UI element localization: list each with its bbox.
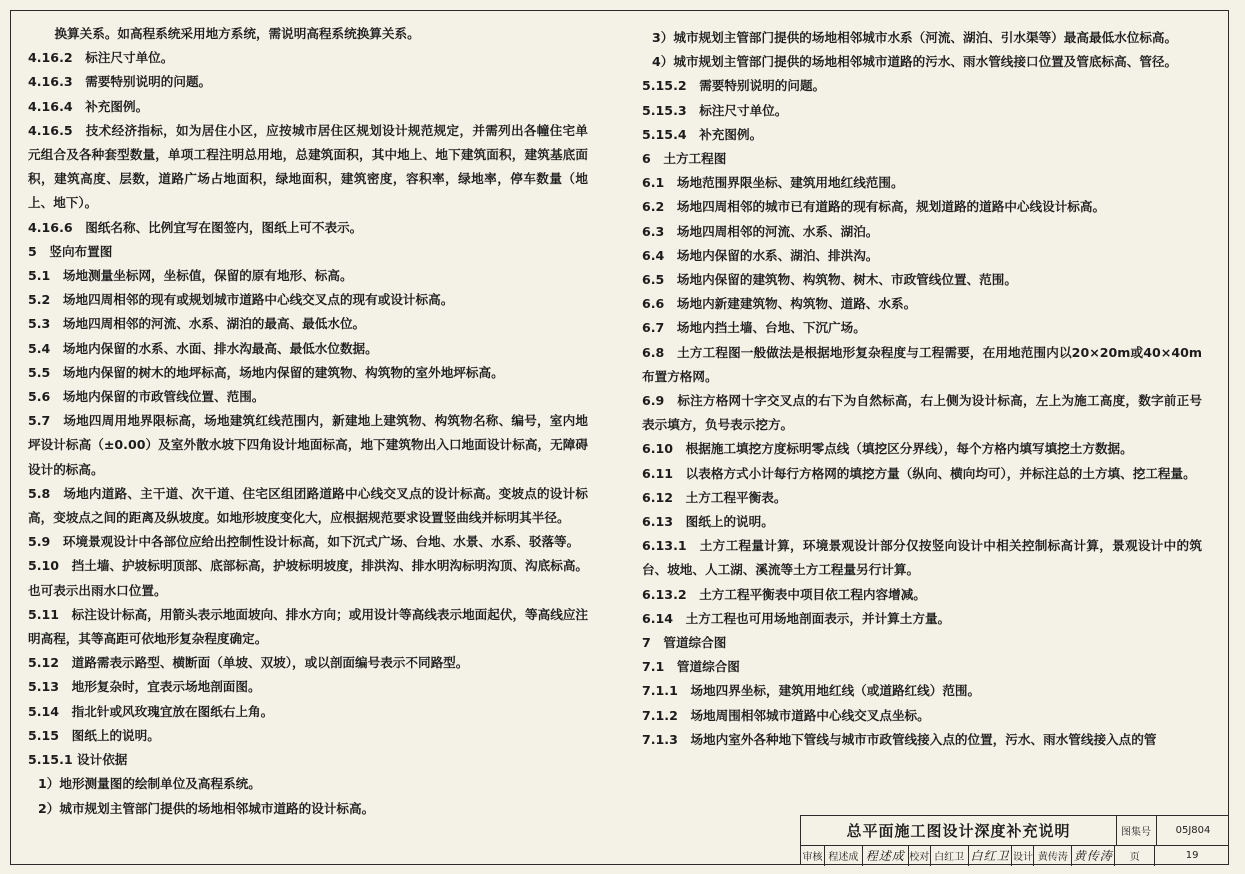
reviewer-name: 程述成 bbox=[825, 845, 863, 866]
paragraph: 6.13.2 土方工程平衡表中项目依工程内容增减。 bbox=[642, 586, 926, 602]
atlas-number: 05J804 bbox=[1175, 825, 1211, 836]
design-label: 设计 bbox=[1012, 845, 1034, 866]
left-text-column bbox=[28, 22, 588, 821]
designer-name: 黄传涛 bbox=[1034, 845, 1072, 866]
checker-name: 白红卫 bbox=[931, 845, 969, 866]
paragraph: 5.15.1 设计依据 bbox=[28, 752, 128, 768]
paragraph: 5.13 地形复杂时，宜表示场地剖面图。 bbox=[28, 679, 261, 695]
paragraph: 5.9 环境景观设计中各部位应给出控制性设计标高，如下沉式广场、台地、水景、水系、驳落等。 bbox=[28, 534, 580, 550]
paragraph: 5.15.4 补充图例。 bbox=[642, 126, 763, 142]
paragraph: 5.11 标注设计标高，用箭头表示地面坡向、排水方向；或用设计等高线表示地面起伏，等高线应注明高程，其等高距可依地形复杂程度确定。 bbox=[28, 606, 589, 647]
paragraph: 6.1 场地范围界限坐标、建筑用地红线范围。 bbox=[642, 175, 904, 191]
paragraph: 5.1 场地测量坐标网，坐标值，保留的原有地形、标高。 bbox=[28, 268, 353, 284]
paragraph: 5.4 场地内保留的水系、水面、排水沟最高、最低水位数据。 bbox=[28, 340, 378, 356]
paragraph: 换算关系。如高程系统采用地方系统，需说明高程系统换算关系。 bbox=[54, 26, 420, 41]
checker-signature: 白红卫 bbox=[969, 845, 1013, 866]
paragraph: 6.11 以表格方式小计每行方格网的填挖方量（纵向、横向均可），并标注总的土方填、挖工程量。 bbox=[642, 465, 1196, 481]
paragraph: 4）城市规划主管部门提供的场地相邻城市道路的污水、雨水管线接口位置及管底标高、管径。 bbox=[652, 54, 1178, 70]
paragraph: 7 管道综合图 bbox=[642, 635, 727, 651]
paragraph: 5.5 场地内保留的树木的地坪标高，场地内保留的建筑物、构筑物的室外地坪标高。 bbox=[28, 364, 504, 380]
paragraph: 6.13.1 土方工程量计算，环境景观设计部分仅按竖向设计中相关控制标高计算，景观设计中的筑台、坡地、人工湖、溪流等土方工程量另行计算。 bbox=[642, 538, 1202, 578]
paragraph: 6.3 场地四周相邻的河流、水系、湖泊。 bbox=[642, 223, 879, 239]
paragraph: 5.7 场地四周用地界限标高，场地建筑红线范围内，新建地上建筑物、构筑物名称、编号，室内地坪设计标高（±0.00）及室外散水坡下四角设计地面标高，地下建筑物出入口地面设计标高，无障碍设计的标高。 bbox=[28, 413, 588, 477]
paragraph: 4.16.4 补充图例。 bbox=[28, 98, 149, 114]
paragraph: 4.16.5 技术经济指标，如为居住小区，应按城市居住区规划设计规范规定，并需列出各幢住宅单元组合及各种套型数量，单项工程注明总用地，总建筑面积，其中地上、地下建筑面积，建筑基底面积，建筑高度、层数，道路广场占地面积，绿地面积，建筑密度，容积率，绿地率，停车数量（地上、地下）。 bbox=[28, 122, 588, 211]
title-block-top-row bbox=[801, 816, 1229, 846]
paragraph: 6.6 场地内新建建筑物、构筑物、道路、水系。 bbox=[642, 296, 917, 312]
paragraph: 6.12 土方工程平衡表。 bbox=[642, 489, 787, 505]
paragraph: 4.16.2 标注尺寸单位。 bbox=[28, 50, 174, 66]
paragraph: 7.1.3 场地内室外各种地下管线与城市市政管线接入点的位置，污水、雨水管线接入点的管 bbox=[642, 731, 1157, 747]
paragraph: 5.14 指北针或风玫瑰宜放在图纸右上角。 bbox=[28, 703, 274, 719]
title-block bbox=[800, 815, 1229, 865]
paragraph: 6.4 场地内保留的水系、湖泊、排洪沟。 bbox=[642, 247, 879, 263]
paragraph: 5.10 挡土墙、护坡标明顶部、底部标高，护坡标明坡度，排洪沟、排水明沟标明沟顶、沟底标高。也可表示出雨水口位置。 bbox=[28, 558, 589, 598]
paragraph: 6.5 场地内保留的建筑物、构筑物、树木、市政管线位置、范围。 bbox=[642, 272, 1017, 288]
paragraph: 2）城市规划主管部门提供的场地相邻城市道路的设计标高。 bbox=[38, 800, 375, 816]
paragraph: 5 竖向布置图 bbox=[28, 243, 113, 259]
paragraph: 1）地形测量图的绘制单位及高程系统。 bbox=[38, 776, 261, 792]
right-text-column bbox=[642, 26, 1202, 752]
paragraph: 4.16.6 图纸名称、比例宜写在图签内，图纸上可不表示。 bbox=[28, 219, 363, 235]
paragraph: 7.1.1 场地四界坐标，建筑用地红线（或道路红线）范围。 bbox=[642, 683, 981, 699]
check-label: 校对 bbox=[909, 845, 931, 866]
paragraph: 5.12 道路需表示路型、横断面（单坡、双坡），或以剖面编号表示不同路型。 bbox=[28, 655, 469, 671]
paragraph: 6.9 标注方格网十字交叉点的右下为自然标高，右上侧为设计标高，左上为施工高度，数字前正号表示填方，负号表示挖方。 bbox=[642, 393, 1202, 433]
reviewer-signature: 程述成 bbox=[863, 845, 909, 866]
paragraph: 4.16.3 需要特别说明的问题。 bbox=[28, 74, 212, 90]
paragraph: 5.6 场地内保留的市政管线位置、范围。 bbox=[28, 389, 265, 405]
page-number: 19 bbox=[1185, 850, 1199, 861]
paragraph: 6.13 图纸上的说明。 bbox=[642, 514, 774, 530]
paragraph: 6.8 土方工程图一般做法是根据地形复杂程度与工程需要，在用地范围内以20×20m或40×40m布置方格网。 bbox=[642, 344, 1202, 384]
paragraph: 6.14 土方工程也可用场地剖面表示，并计算土方量。 bbox=[642, 610, 951, 626]
paragraph: 5.3 场地四周相邻的河流、水系、湖泊的最高、最低水位。 bbox=[28, 316, 366, 332]
paragraph: 5.15.2 需要特别说明的问题。 bbox=[642, 78, 826, 94]
paragraph: 5.15 图纸上的说明。 bbox=[28, 727, 160, 743]
paragraph: 6.7 场地内挡土墙、台地、下沉广场。 bbox=[642, 320, 866, 336]
review-label: 审核 bbox=[801, 845, 825, 866]
paragraph: 6.10 根据施工填挖方度标明零点线（填挖区分界线），每个方格内填写填挖土方数据。 bbox=[642, 441, 1133, 457]
atlas-number-label: 图集号 bbox=[1116, 816, 1157, 845]
drawing-title: 总平面施工图设计深度补充说明 bbox=[801, 816, 1117, 845]
paragraph: 5.8 场地内道路、主干道、次干道、住宅区组团路道路中心线交叉点的设计标高。变坡点的设计标高，变坡点之间的距离及纵坡度。如地形坡度变化大，应根据规范要求设置竖曲线并标明其半径。 bbox=[28, 485, 588, 526]
paragraph: 7.1.2 场地周围相邻城市道路中心线交叉点坐标。 bbox=[642, 707, 930, 723]
title-block-sign-row bbox=[801, 845, 1229, 866]
paragraph: 6.2 场地四周相邻的城市已有道路的现有标高，规划道路的道路中心线设计标高。 bbox=[642, 199, 1106, 215]
paragraph: 5.15.3 标注尺寸单位。 bbox=[642, 102, 788, 118]
paragraph: 5.2 场地四周相邻的现有或规划城市道路中心线交叉点的现有或设计标高。 bbox=[28, 292, 454, 308]
paragraph: 7.1 管道综合图 bbox=[642, 659, 740, 675]
paragraph: 6 土方工程图 bbox=[642, 151, 727, 167]
page-label: 页 bbox=[1115, 845, 1155, 866]
designer-signature: 黄传涛 bbox=[1072, 845, 1115, 866]
paragraph: 3）城市规划主管部门提供的场地相邻城市水系（河流、湖泊、引水渠等）最高最低水位标高。 bbox=[652, 30, 1178, 45]
